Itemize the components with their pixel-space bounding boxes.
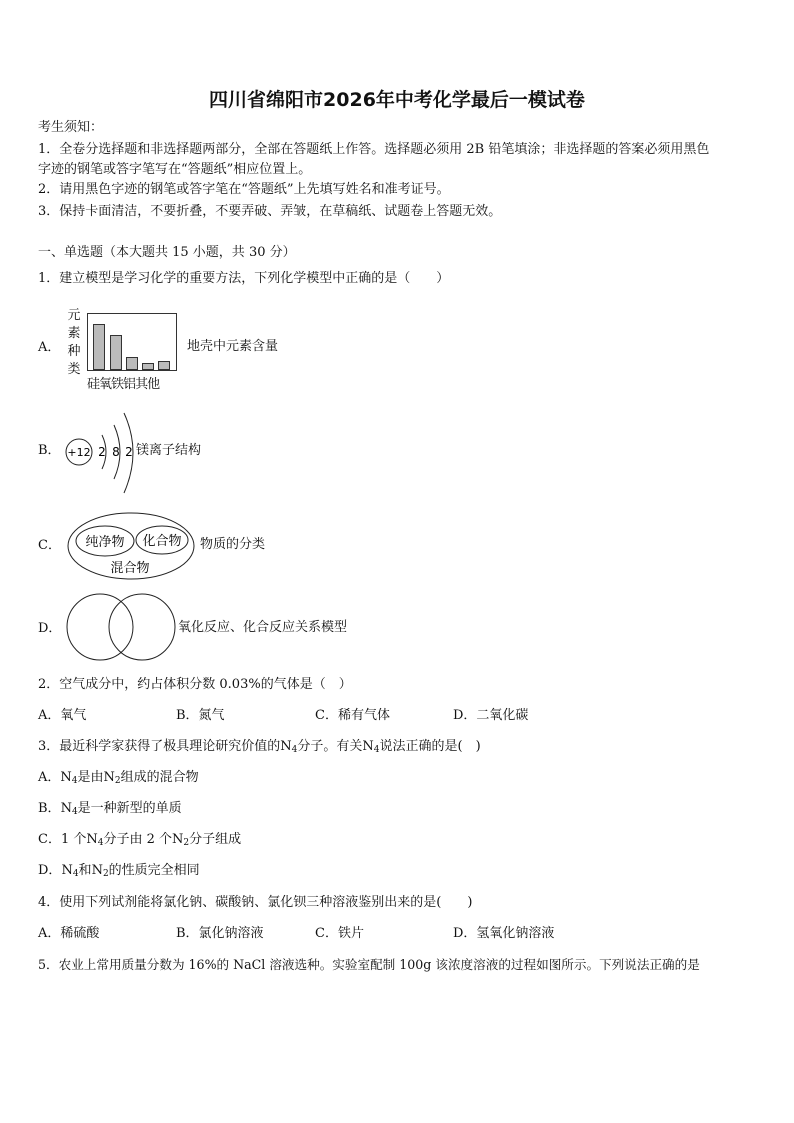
shell-2-count: 8: [112, 445, 120, 459]
q2-stem: 2．空气成分中，约占体积分数 0.03%的气体是（ ）: [38, 677, 352, 692]
formula-n: N: [103, 770, 115, 785]
section-heading: 一、单选题（本大题共 15 小题，共 30 分）: [38, 245, 296, 260]
formula-n: N: [60, 801, 72, 816]
q1-stem: 1．建立模型是学习化学的重要方法，下列化学模型中正确的是（ ）: [38, 271, 450, 286]
subscript: 2: [114, 776, 121, 786]
formula-n: N: [172, 832, 184, 847]
y-label-char: 种: [67, 344, 81, 359]
pure-substance-label: 纯净物: [85, 535, 125, 550]
mixture-label: 混合物: [110, 561, 150, 576]
crust-element-chart: [64, 309, 194, 394]
option-text: 分子由 2 个: [103, 832, 173, 847]
subscript: 4: [373, 745, 380, 755]
q4-option-d: D．氢氧化钠溶液: [453, 926, 555, 941]
q3-stem: [38, 739, 481, 755]
q3-option-b: [38, 801, 182, 817]
formula-n: N: [280, 739, 292, 754]
bar-other: [158, 361, 170, 370]
venn-circle-combination: [109, 594, 175, 660]
notice-heading: 考生须知：: [38, 120, 104, 135]
subscript: 4: [72, 869, 79, 879]
q4-option-b: B．氯化钠溶液: [176, 926, 264, 941]
chart-y-label: [64, 307, 84, 379]
q1-option-a-caption: 地壳中元素含量: [187, 339, 279, 354]
nucleus-charge: +12: [67, 446, 91, 459]
option-text: C．1 个: [38, 832, 87, 847]
q3-option-c: [38, 832, 241, 848]
bar-oxygen: [110, 335, 122, 370]
option-text: A．: [38, 770, 61, 785]
venn-circle-oxidation: [67, 594, 133, 660]
q1-option-c-caption: 物质的分类: [200, 537, 266, 552]
formula-n: N: [60, 770, 72, 785]
q1-option-b-caption: 镁离子结构: [136, 443, 202, 458]
x-tick-label: 硅: [87, 377, 100, 392]
subscript: 4: [97, 838, 104, 848]
q3-stem-part: 3．最近科学家获得了极具理论研究价值的: [38, 739, 281, 754]
option-text: D．: [38, 863, 62, 878]
q2-option-c: C．稀有气体: [315, 708, 390, 723]
compound-label: 化合物: [142, 534, 182, 549]
q1-option-d-letter: D．: [38, 621, 62, 636]
option-text: 组成的混合物: [120, 770, 199, 785]
q2-option-a: A．氧气: [38, 708, 87, 723]
option-text: 是一种新型的单质: [77, 801, 182, 816]
q4-option-a: A．稀硫酸: [38, 926, 100, 941]
q2-option-d: D．二氧化碳: [453, 708, 529, 723]
q3-stem-part: 说法正确的是( ): [379, 739, 481, 754]
y-label-char: 类: [67, 362, 81, 377]
x-tick-label: 氧: [99, 377, 112, 392]
notice-item-2: 2．请用黑色字迹的钢笔或答字笔在“答题纸”上先填写姓名和准考证号。: [38, 182, 450, 197]
x-tick-label: 铁: [111, 377, 124, 392]
bar-silicon: [93, 324, 105, 370]
notice-item-1: 1．全卷分选择题和非选择题两部分，全部在答题纸上作答。选择题必须用 2B 铅笔填涂；非选择题的答案必须用黑色: [38, 142, 710, 157]
option-text: 是由: [77, 770, 104, 785]
q1-option-b-letter: B．: [38, 443, 61, 458]
q1-option-a-letter: A．: [38, 340, 61, 355]
shell-1-count: 2: [98, 445, 106, 459]
option-text: 和: [78, 863, 92, 878]
subscript: 4: [291, 745, 298, 755]
magnesium-ion-diagram: [62, 405, 142, 497]
q4-stem: 4．使用下列试剂能将氯化钠、碳酸钠、氯化钡三种溶液鉴别出来的是( ): [38, 895, 473, 910]
q1-option-d-caption: 氧化反应、化合反应关系模型: [178, 620, 348, 635]
subscript: 4: [71, 807, 78, 817]
venn-diagram: [64, 592, 180, 662]
formula-n: N: [362, 739, 374, 754]
option-text: 分子组成: [189, 832, 242, 847]
q2-option-b: B．氮气: [176, 708, 225, 723]
option-text: B．: [38, 801, 61, 816]
subscript: 2: [183, 838, 190, 848]
bar-aluminum: [142, 363, 154, 370]
q4-option-c: C．铁片: [315, 926, 364, 941]
q1-option-c-letter: C．: [38, 538, 61, 553]
chart-x-labels: [87, 373, 159, 392]
y-label-char: 素: [67, 326, 81, 341]
shell-3-count: 2: [125, 445, 133, 459]
substance-classification-diagram: [66, 510, 198, 582]
formula-n: N: [86, 832, 98, 847]
q3-option-a: [38, 770, 199, 786]
bar-iron: [126, 357, 138, 370]
subscript: 2: [102, 869, 109, 879]
q3-stem-part: 分子。有关: [297, 739, 363, 754]
notice-item-3: 3．保持卡面清洁，不要折叠，不要弄破、弄皱，在草稿纸、试题卷上答题无效。: [38, 204, 502, 219]
option-text: 的性质完全相同: [108, 863, 200, 878]
page-title: 四川省绵阳市2026年中考化学最后一模试卷: [209, 89, 585, 111]
subscript: 4: [71, 776, 78, 786]
x-tick-label: 其他: [135, 377, 160, 392]
q5-stem: 5．农业上常用质量分数为 16%的 NaCl 溶液选种。实验室配制 100g 该浓度溶液的过程如图所示。下列说法正确的是: [38, 957, 700, 972]
notice-item-1-cont: 字迹的钢笔或答字笔写在“答题纸”相应位置上。: [38, 162, 312, 177]
x-tick-label: 铝: [123, 377, 136, 392]
q3-option-d: [38, 863, 200, 879]
y-label-char: 元: [67, 308, 81, 323]
formula-n: N: [61, 863, 73, 878]
chart-frame: [87, 313, 177, 371]
formula-n: N: [91, 863, 103, 878]
